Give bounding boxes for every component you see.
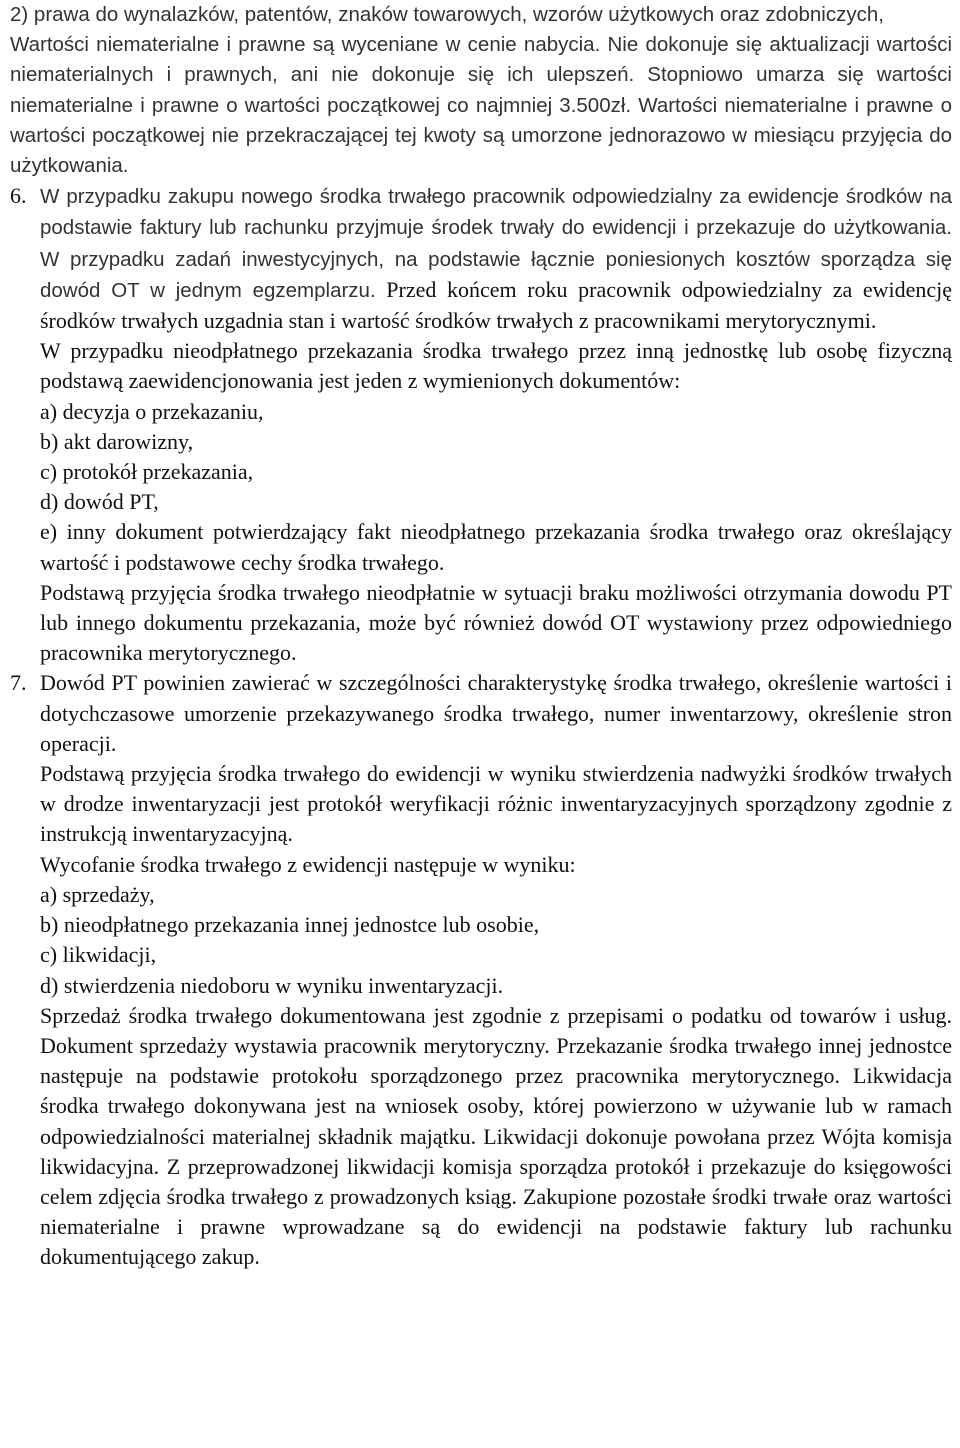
list-item-shortage: d) stwierdzenia niedoboru w wyniku inwentaryzacji. xyxy=(40,972,504,998)
list-item-d: d) dowód PT, xyxy=(40,489,159,515)
list-item-e: e) inny dokument potwierdzający fakt nieodpłatnego przekazania środka trwałego oraz określający wartość i podstawowe cechy środka trwałego. xyxy=(40,519,952,575)
section-number-6: 6. xyxy=(10,183,27,209)
paragraph-surplus-basis: Podstawą przyjęcia środka trwałego do ewidencji w wyniku stwierdzenia nadwyżki środków trwałych w drodze inwentaryzacji jest protokół weryfikacji różnic inwentaryzacyjnych sporządzony zgodnie z instrukcją inwentaryzacyjną. xyxy=(40,761,952,847)
paragraph-intangibles-valuation: Wartości niematerialne i prawne są wyceniane w cenie nabycia. Nie dokonuje się aktualizacji wartości niematerialnych i prawnych, ani nie dokonuje się ich ulepszeń. Stopniowo umarza się wartości niematerialne i prawne o wartości początkowej co najmniej 3.500zł. Wartości niematerialne i prawne o wartości początkowej nie przekraczającej tej kwoty są umorzone jednorazowo w miesiącu przyjęcia do użytkowania. xyxy=(10,33,952,178)
list-item-b: b) akt darowizny, xyxy=(40,428,194,454)
paragraph-free-transfer: W przypadku nieodpłatnego przekazania środka trwałego przez inną jednostkę lub osobę fizyczną podstawą zaewidencjonowania jest jeden z wymienionych dokumentów: xyxy=(40,338,952,394)
paragraph-ot-basis: Podstawą przyjęcia środka trwałego nieodpłatnie w sytuacji braku możliwości otrzymania dowodu PT lub innego dokumentu przekazania, może być również dowód OT wystawiony przez odpowiedniego pracownika merytorycznego. xyxy=(40,579,952,666)
list-item-transfer: b) nieodpłatnego przekazania innej jednostce lub osobie, xyxy=(40,912,540,938)
list-item-sale: a) sprzedaży, xyxy=(40,881,155,907)
paragraph-sale-liquidation-procedure: Sprzedaż środka trwałego dokumentowana jest zgodnie z przepisami o podatku od towarów i usług. Dokument sprzedaży wystawia pracownik merytoryczny. Przekazanie środka trwałego innej jednostce następuje na podstawie protokołu sporządzonego przez pracownika merytorycznego. Likwidacja środka trwałego dokonywana jest na wniosek osoby, której powierzono w używanie lub w ramach odpowiedzialności materialnej składnik majątku. Likwidacji dokonuje powołana przez Wójta komisja likwidacyjna. Z przeprowadzonej likwidacji komisja sporządza protokół i przekazuje do księgowości celem zdjęcia środka trwałego z prowadzonych ksiąg. Zakupione pozostałe środki trwałe oraz wartości niematerialne i prawne wprowadzane są do ewidencji na podstawie faktury lub rachunku dokumentującego zakup. xyxy=(40,1002,952,1270)
paragraph-purchase-fixed-asset-sans: W przypadku zakupu nowego środka trwałego pracownik odpowiedzialny za ewidencje środków na podstawie faktury lub rachunku przyjmuje środek trwały do ewidencji i przekazuje do użytkowania. W przypadku zadań inwestycyjnych, na podstawie łącznie poniesionych kosztów sporządza się dowód OT w jednym egzemplarzu. xyxy=(40,185,952,302)
section-6 xyxy=(10,181,952,668)
paragraph-year-end-reconciliation: Przed końcem roku pracownik odpowiedzialny za ewidencję środków trwałych uzgadnia stan i wartość środków trwałych z pracownikami merytorycznymi. xyxy=(40,276,953,334)
paragraph-pt-contents: Dowód PT powinien zawierać w szczególności charakterystykę środka trwałego, określenie wartości i dotychczasowe umorzenie przekazywanego środka trwałego, numer inwentarzowy, określenie stron operacji. xyxy=(40,670,952,756)
list-item-a: a) decyzja o przekazaniu, xyxy=(40,398,264,424)
section-7 xyxy=(10,668,952,1272)
paragraph-purchase-fixed-asset xyxy=(40,181,952,336)
list-item-patents: 2) prawa do wynalazków, patentów, znaków towarowych, wzorów użytkowych oraz zdobniczych, xyxy=(10,3,884,26)
section-number-7: 7. xyxy=(10,670,27,696)
list-item-c: c) protokół przekazania, xyxy=(40,459,254,485)
paragraph-withdrawal-intro: Wycofanie środka trwałego z ewidencji następuje w wyniku: xyxy=(40,851,576,877)
list-item-liquidation: c) likwidacji, xyxy=(40,942,157,968)
